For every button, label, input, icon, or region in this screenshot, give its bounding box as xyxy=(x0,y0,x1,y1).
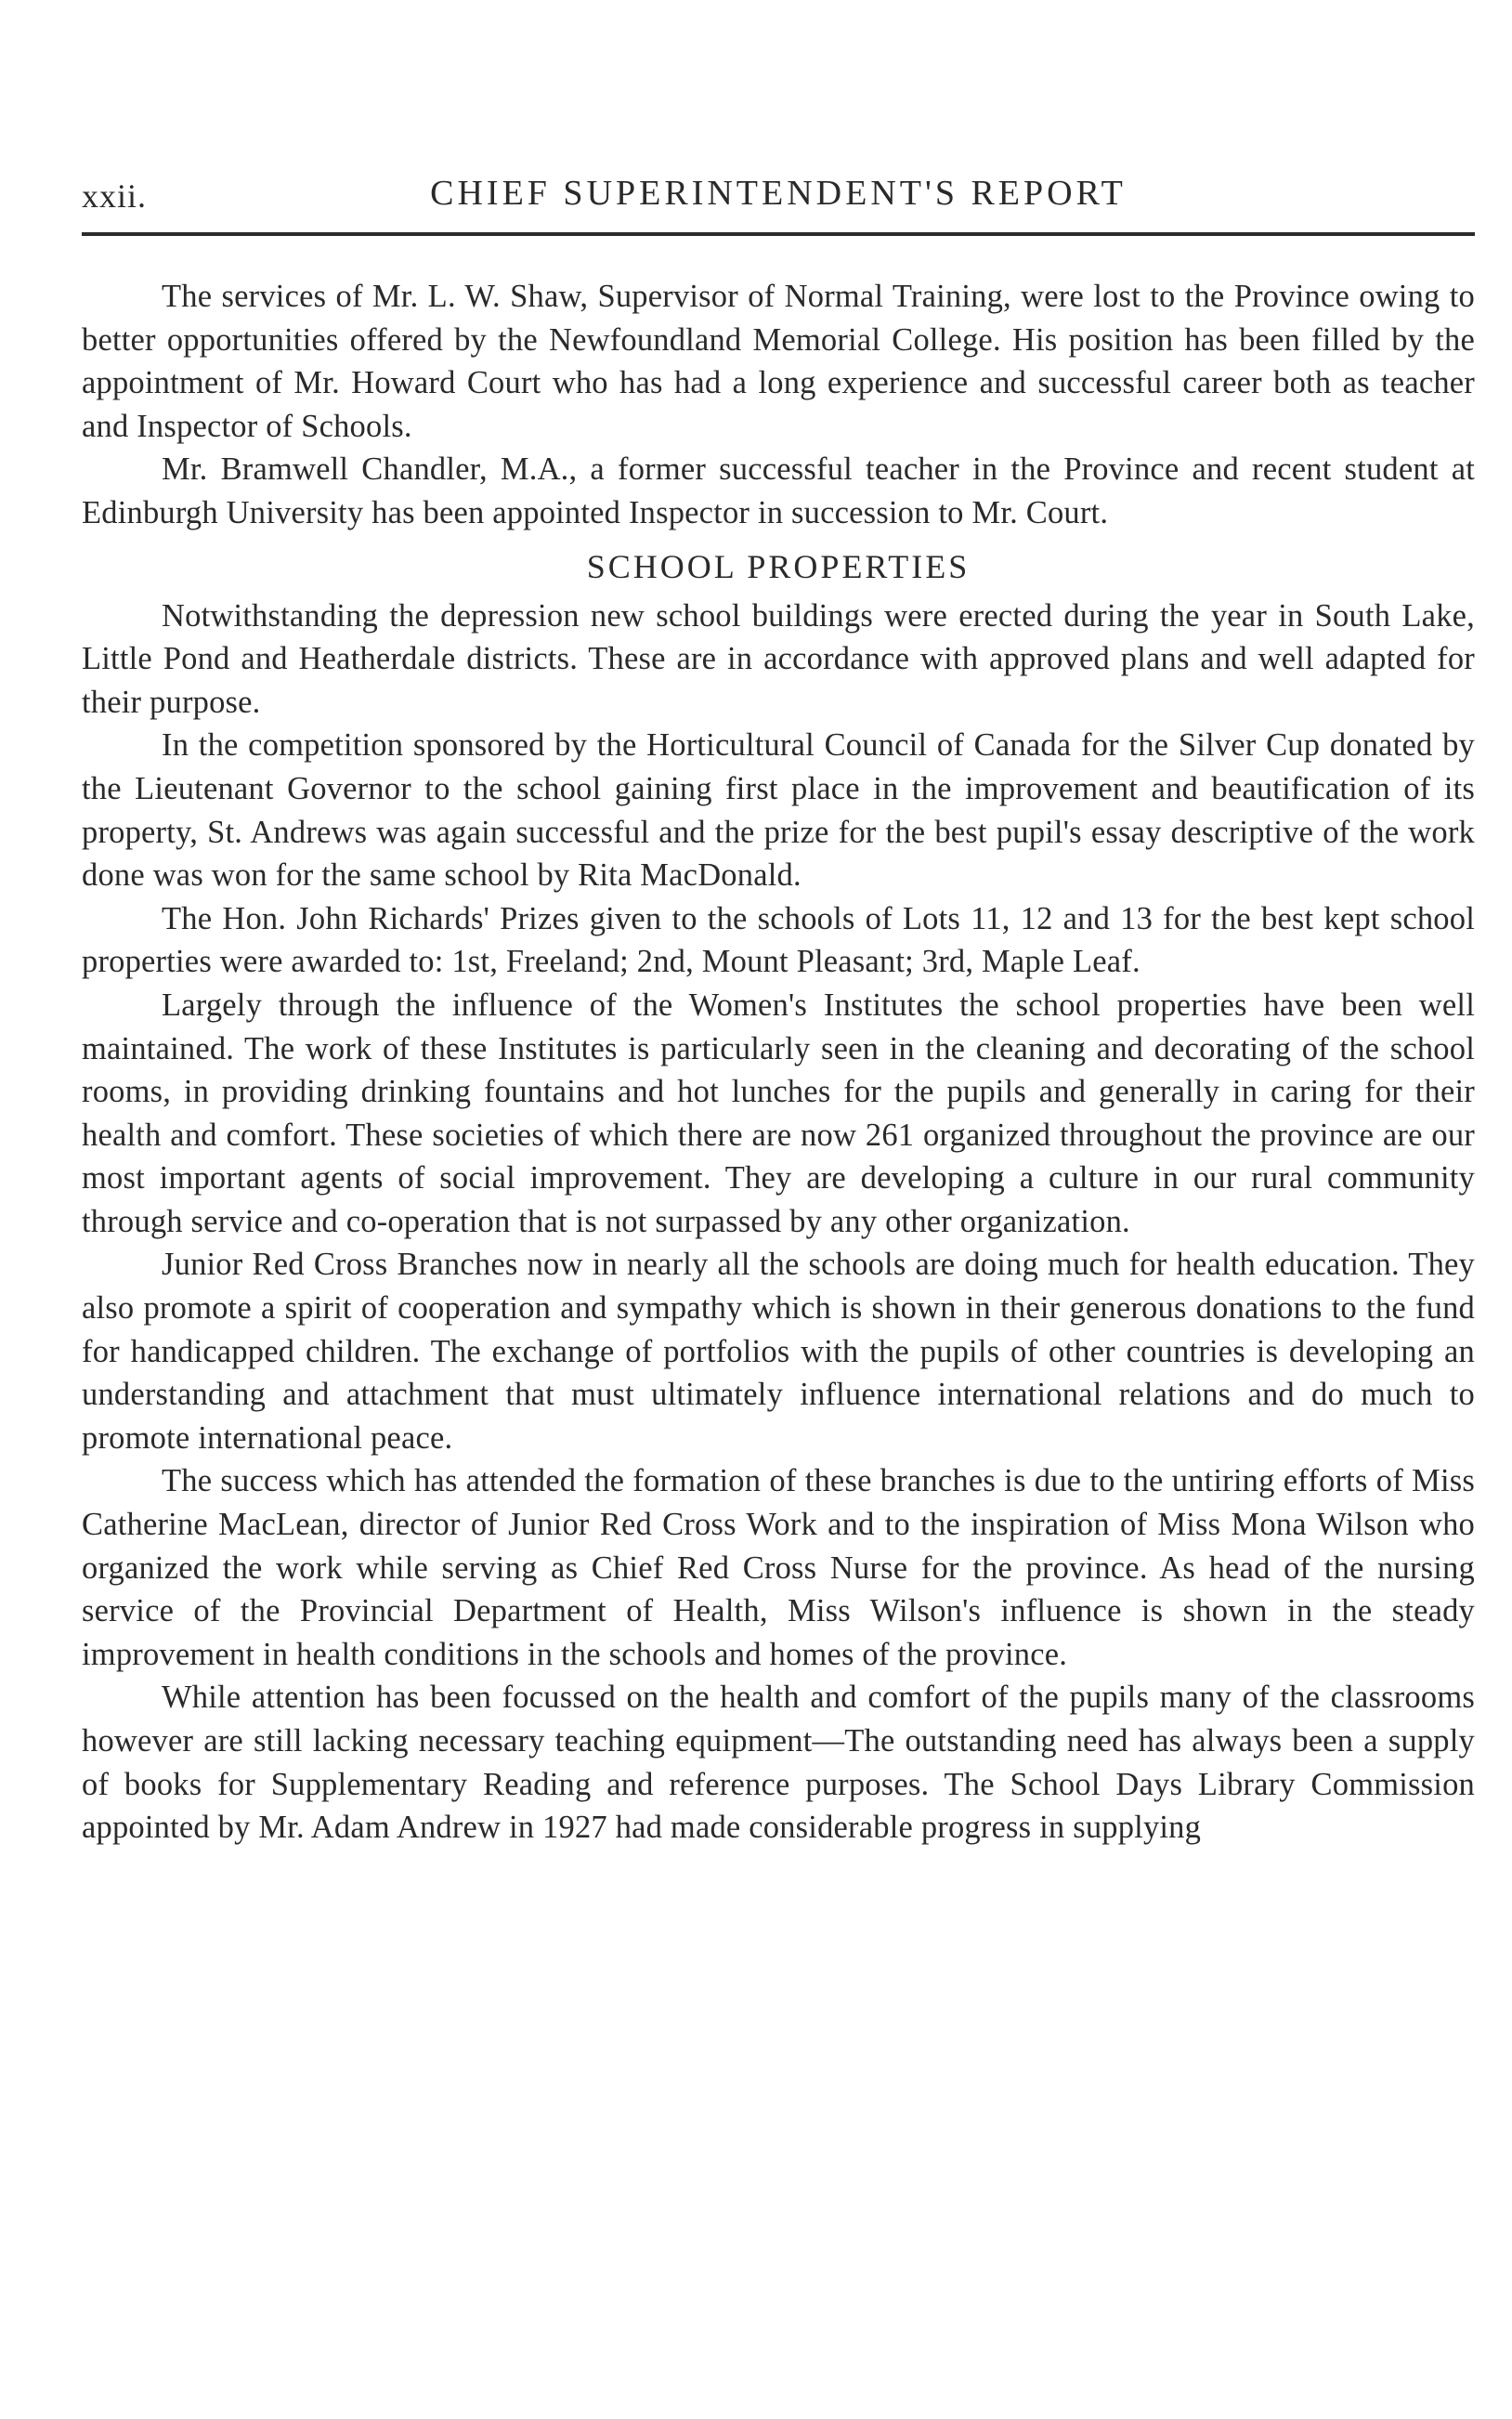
paragraph-junior-red-cross: Junior Red Cross Branches now in nearly all the schools are doing much for health education. They also promote a spirit of cooperation and sympathy which is shown in their generous donations to the fund for handicapped children. The exchange of portfolios with the pupils of other countries is developing an understanding and attachment that must ultimately influence international relations and do much to promote international peace. xyxy=(82,1247,1475,1456)
running-header xyxy=(82,167,1475,232)
paragraph-branch-success: The success which has attended the formation of these branches is due to the untiring efforts of Miss Catherine MacLean, director of Junior Red Cross Work and to the inspiration of Miss Mona Wilson who organized the work while serving as Chief Red Cross Nurse for the province. As head of the nursing service of the Provincial Department of Health, Miss Wilson's influence is shown in the steady improvement in health conditions in the schools and homes of the province. xyxy=(82,1463,1475,1672)
section-heading-school-properties: SCHOOL PROPERTIES xyxy=(586,547,971,585)
paragraph-chandler-appointment: Mr. Bramwell Chandler, M.A., a former successful teacher in the Province and recent student at Edinburgh University has been appointed Inspector in succession to Mr. Court. xyxy=(82,451,1475,530)
page-number: xxii. xyxy=(82,177,148,215)
paragraph-new-buildings: Notwithstanding the depression new school buildings were erected during the year in South Lake, Little Pond and Heatherdale districts. These are in accordance with approved plans and well adapted for their purpose. xyxy=(82,597,1475,720)
document-page xyxy=(82,167,1475,1850)
paragraph-silver-cup: In the competition sponsored by the Horticultural Council of Canada for the Silver Cup donated by the Lieutenant Governor to the school gaining first place in the improvement and beautification of its property, St. Andrews was again successful and the prize for the best pupil's essay descriptive of the work done was won for the same school by Rita MacDonald. xyxy=(82,727,1475,894)
report-body xyxy=(82,275,1475,1850)
paragraph-classroom-equipment: While attention has been focussed on the health and comfort of the pupils many of the classrooms however are still lacking necessary teaching equipment—The outstanding need has always been a supply of books for Supplementary Reading and reference purposes. The School Days Library Commission appointed by Mr. Adam Andrew in 1927 had made considerable progress in supplying xyxy=(82,1680,1475,1846)
paragraph-womens-institutes: Largely through the influence of the Women's Institutes the school properties have been well maintained. The work of these Institutes is particularly seen in the cleaning and decorating of the school rooms, in providing drinking fountains and hot lunches for the pupils and generally in caring for their health and comfort. These societies of which there are now 261 organized throughout the province are our most important agents of social improvement. They are developing a culture in our rural community through service and co-operation that is not surpassed by any other organization. xyxy=(82,987,1475,1239)
running-title: CHIEF SUPERINTENDENT'S REPORT xyxy=(430,174,1127,213)
paragraph-shaw-services: The services of Mr. L. W. Shaw, Supervisor of Normal Training, were lost to the Province owing to better opportunities offered by the Newfoundland Memorial College. His position has been filled by the appointment of Mr. Howard Court who has had a long experience and successful career both as teacher and Inspector of Schools. xyxy=(82,279,1475,444)
paragraph-richards-prizes: The Hon. John Richards' Prizes given to the schools of Lots 11, 12 and 13 for the best kept school properties were awarded to: 1st, Freeland; 2nd, Mount Pleasant; 3rd, Maple Leaf. xyxy=(82,900,1475,980)
header-rule xyxy=(82,232,1475,236)
